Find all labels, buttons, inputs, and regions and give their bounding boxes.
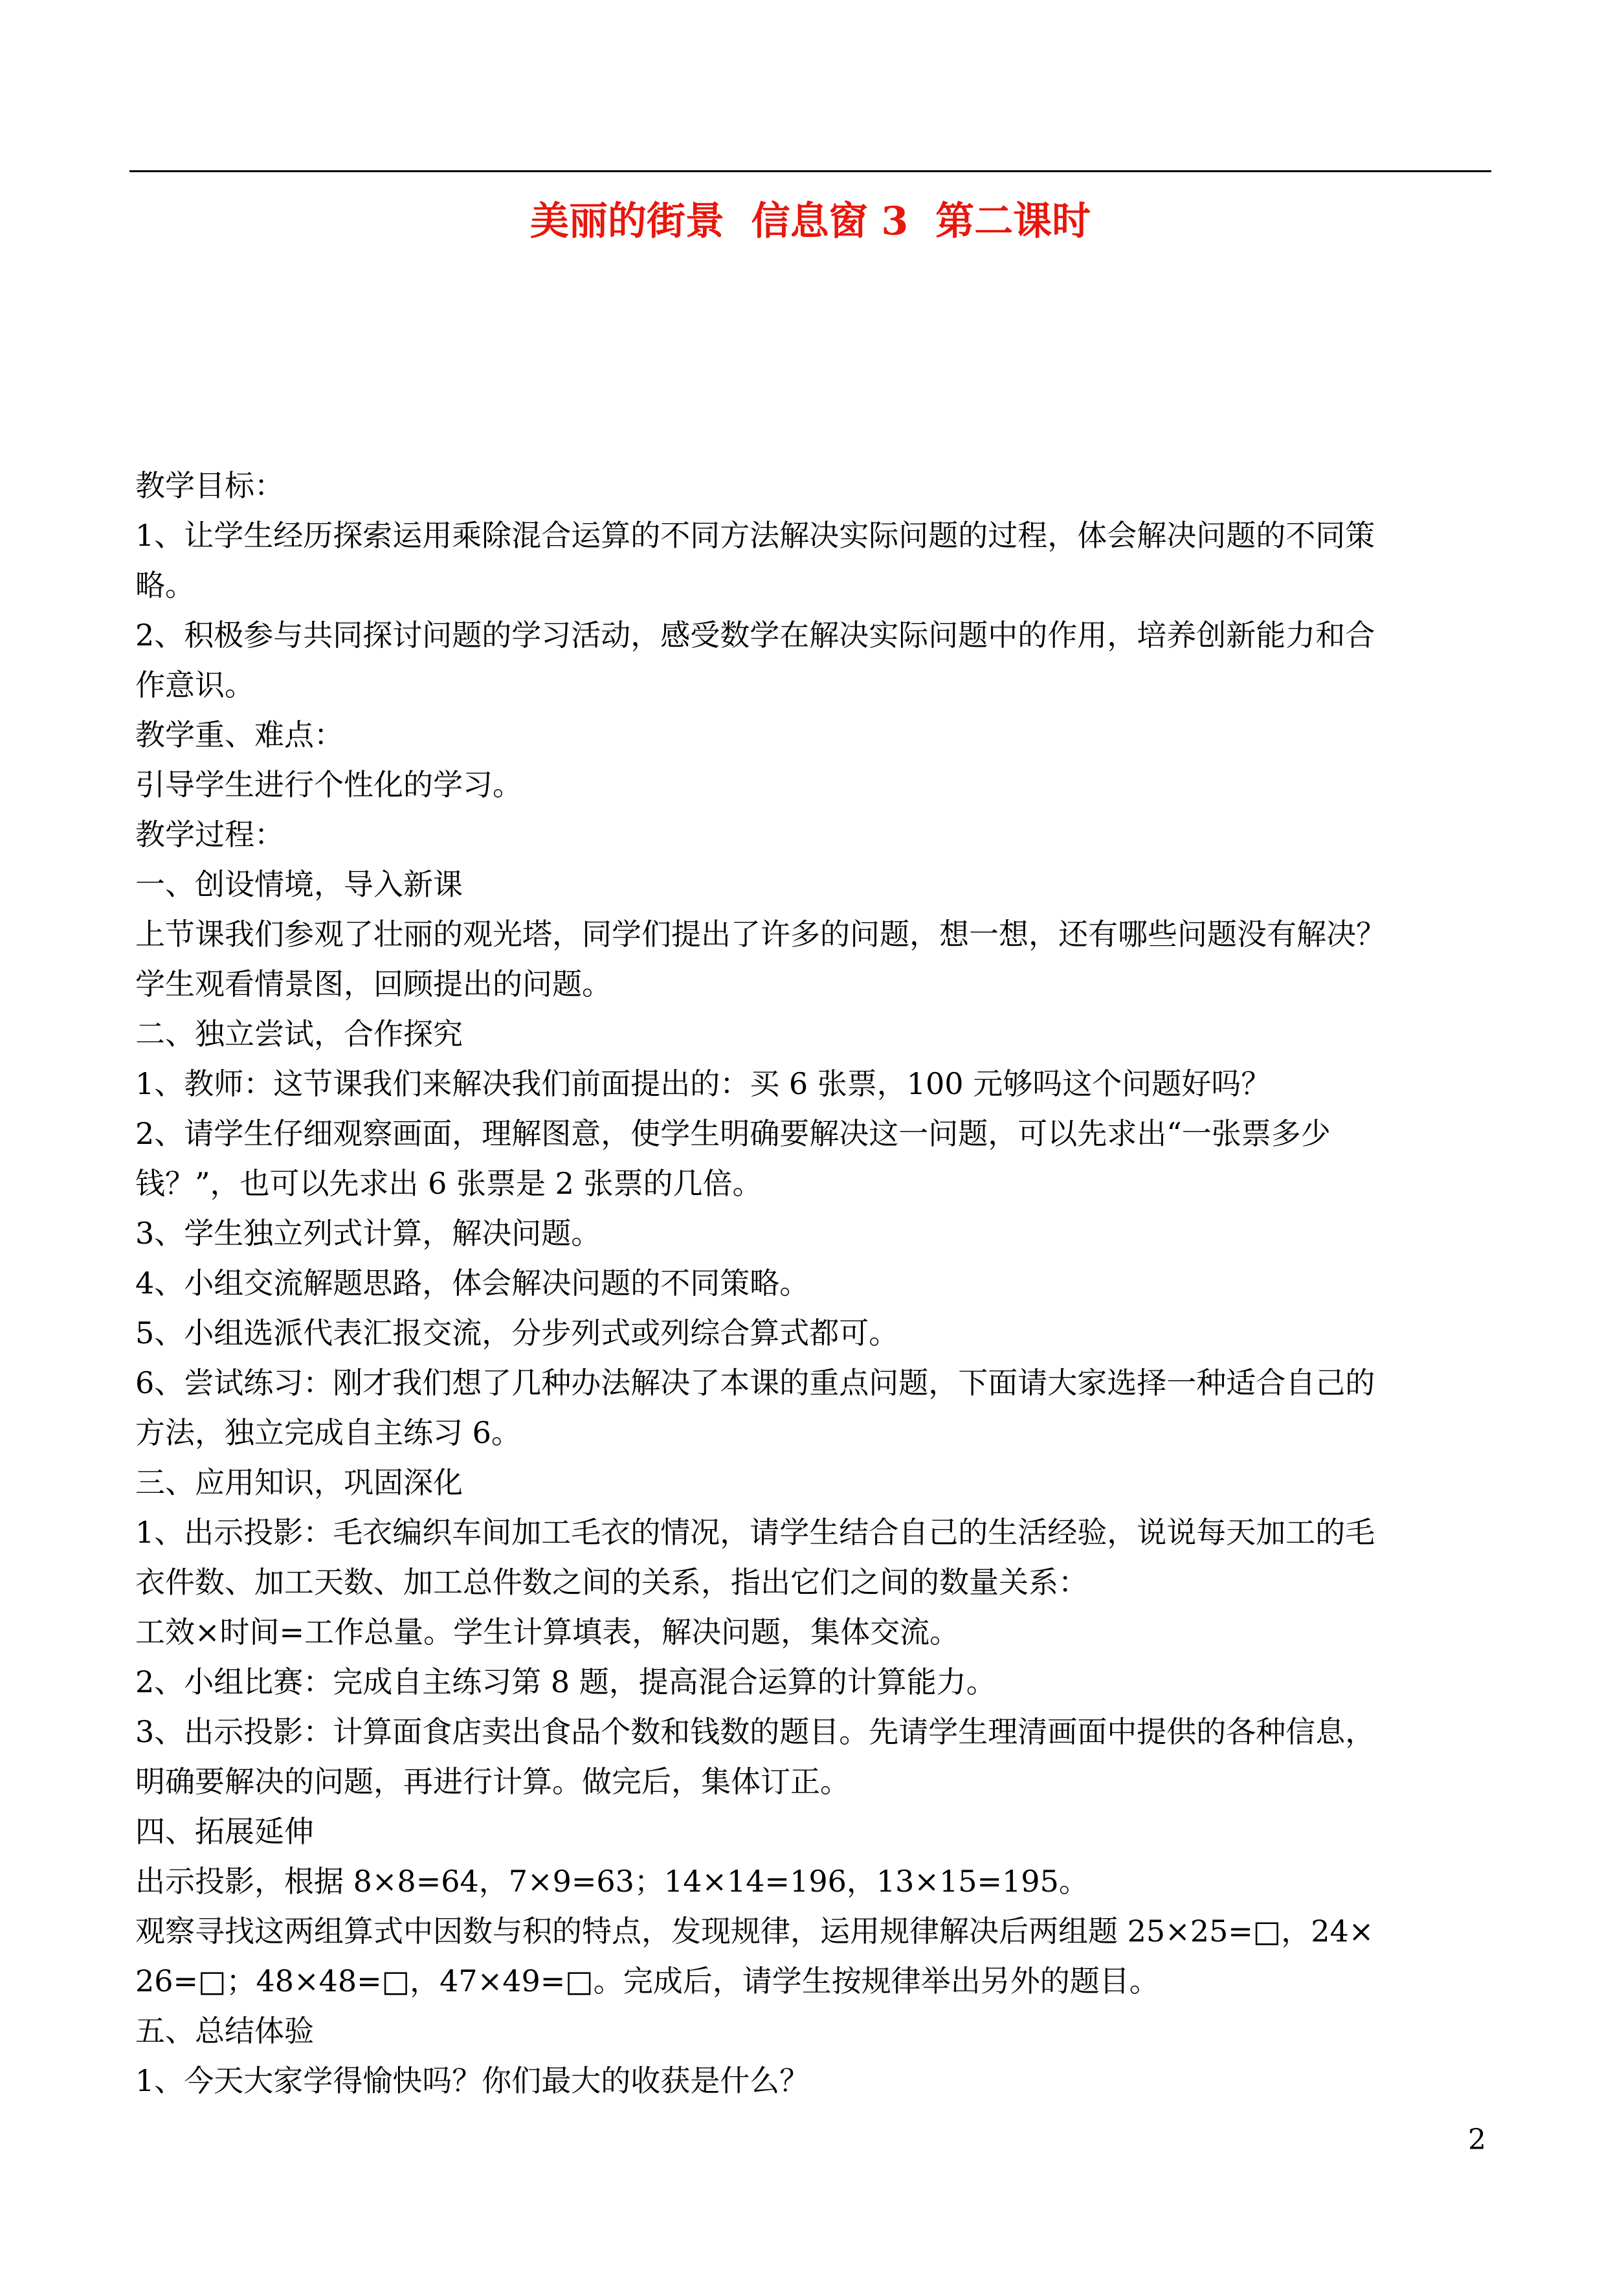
body-line: 1、今天大家学得愉快吗？你们最大的收获是什么？ (135, 2063, 810, 2098)
body-line: 1、出示投影：毛衣编织车间加工毛衣的情况，请学生结合自己的生活经验，说说每天加工的毛 (135, 1515, 1375, 1550)
body-line: 5、小组选派代表汇报交流，分步列式或列综合算式都可。 (135, 1315, 899, 1350)
document-title: 美丽的街景 信息窗 3 第二课时 (529, 199, 1091, 244)
body-line: 引导学生进行个性化的学习。 (135, 767, 522, 802)
body-line: 工效×时间=工作总量。学生计算填表，解决问题，集体交流。 (135, 1615, 960, 1650)
body-line: 作意识。 (135, 667, 254, 702)
page-number: 2 (1468, 2123, 1486, 2156)
body-line: 观察寻找这两组算式中因数与积的特点，发现规律，运用规律解决后两组题 25×25=□，24× (135, 1914, 1374, 1949)
body-line: 1、让学生经历探索运用乘除混合运算的不同方法解决实际问题的过程，体会解决问题的不同策 (135, 518, 1375, 553)
body-line: 2、小组比赛：完成自主练习第 8 题，提高混合运算的计算能力。 (135, 1664, 996, 1699)
body-line: 3、出示投影：计算面食店卖出食品个数和钱数的题目。先请学生理清画面中提供的各种信息， (135, 1714, 1375, 1749)
body-line: 出示投影，根据 8×8=64，7×9=63；14×14=196，13×15=195。 (135, 1864, 1089, 1899)
body-line: 五、总结体验 (135, 2013, 314, 2048)
body-line: 4、小组交流解题思路，体会解决问题的不同策略。 (135, 1266, 810, 1301)
body-line: 一、创设情境，导入新课 (135, 867, 463, 902)
body-line: 3、学生独立列式计算，解决问题。 (135, 1216, 601, 1251)
body-line: 三、应用知识，巩固深化 (135, 1465, 463, 1500)
body-line: 四、拓展延伸 (135, 1814, 314, 1849)
body-line: 26=□；48×48=□，47×49=□。完成后，请学生按规律举出另外的题目。 (135, 1963, 1159, 1998)
body-line: 二、独立尝试，合作探究 (135, 1016, 463, 1051)
body-line: 教学目标： (135, 468, 284, 503)
document-body (135, 461, 1497, 2106)
body-line: 钱？”，也可以先求出 6 张票是 2 张票的几倍。 (135, 1166, 762, 1201)
body-line: 2、积极参与共同探讨问题的学习活动，感受数学在解决实际问题中的作用，培养创新能力和合 (135, 618, 1375, 653)
body-line: 1、教师：这节课我们来解决我们前面提出的：买 6 张票，100 元够吗这个问题好吗？ (135, 1066, 1271, 1101)
body-line: 2、请学生仔细观察画面，理解图意，使学生明确要解决这一问题，可以先求出“一张票多少 (135, 1116, 1331, 1151)
body-line: 明确要解决的问题，再进行计算。做完后，集体订正。 (135, 1764, 850, 1799)
body-line: 方法，独立完成自主练习 6。 (135, 1415, 521, 1450)
body-line: 上节课我们参观了壮丽的观光塔，同学们提出了许多的问题，想一想，还有哪些问题没有解决？ (135, 917, 1386, 952)
header-rule (129, 170, 1491, 172)
body-line: 教学重、难点： (135, 717, 344, 752)
body-line: 6、尝试练习：刚才我们想了几种办法解决了本课的重点问题，下面请大家选择一种适合自己的 (135, 1365, 1375, 1400)
body-line: 略。 (135, 568, 195, 603)
body-line: 教学过程： (135, 817, 284, 852)
body-line: 学生观看情景图，回顾提出的问题。 (135, 967, 612, 1001)
body-line: 衣件数、加工天数、加工总件数之间的关系，指出它们之间的数量关系： (135, 1565, 1088, 1600)
